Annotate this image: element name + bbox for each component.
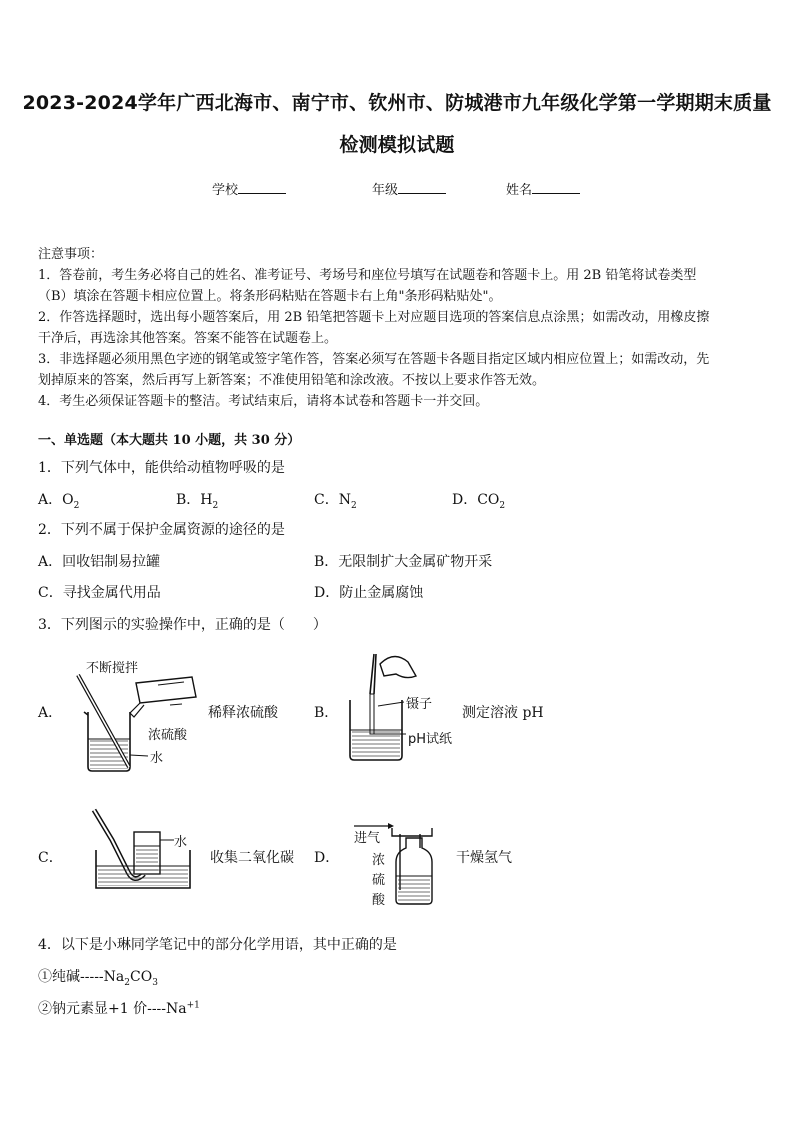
notes-line: 划掉原来的答案，然后再写上新答案；不准使用铅笔和涂改液。不按以上要求作答无效。	[38, 373, 546, 388]
notes	[38, 244, 762, 412]
school-blank[interactable]	[238, 181, 286, 194]
notes-line: （B）填涂在答题卡相应位置上。将条形码粘贴在答题卡右上角"条形码粘贴处"。	[38, 289, 502, 304]
q3-option-a[interactable]: A．	[38, 705, 63, 721]
grade-field[interactable]	[372, 180, 446, 201]
section-heading: 一、单选题（本大题共 10 小题，共 30 分）	[38, 433, 301, 448]
q1-option-a[interactable]: A．$O_2$	[38, 492, 80, 511]
hand-icon	[380, 656, 416, 677]
water-label-c: 水	[174, 835, 188, 850]
q3-option-c[interactable]: C．	[38, 850, 63, 866]
stir-label: 不断搅拌	[86, 661, 139, 676]
acid-char-2: 硫	[372, 873, 386, 888]
notes-line: 干净后，再选涂其他答案。答案不能答在试题卷上。	[38, 331, 338, 346]
notes-heading: 注意事项：	[38, 247, 104, 262]
notes-line: 2．作答选择题时，选出每小题答案后，用 2B 铅笔把答题卡上对应题目选项的答案信息点涂黑；如需改动，用橡皮擦	[38, 310, 710, 325]
page-subtitle: 检测模拟试题	[339, 134, 455, 156]
name-blank[interactable]	[532, 181, 580, 194]
gas-drying-diagram	[352, 818, 452, 914]
q4-stem: 4．以下是小琳同学笔记中的部分化学用语，其中正确的是	[38, 937, 397, 953]
acid-label: 浓硫酸	[148, 728, 188, 743]
q3-b-caption: 测定溶液 pH	[462, 705, 544, 721]
q1-option-d[interactable]: D．$CO_2$	[452, 492, 506, 511]
q4-item-2: ②钠元素显+1 价$----Na^{+1}$	[38, 1000, 200, 1017]
school-label: 学校	[212, 183, 239, 198]
notes-line: 3．非选择题必须用黑色字迹的钢笔或签字笔作答，答案必须写在答题卡各题目指定区域内相应位置上；如需改动，先	[38, 352, 710, 367]
q1-stem: 1．下列气体中，能供给动植物呼吸的是	[38, 460, 285, 476]
q3-option-d[interactable]: D．	[314, 850, 340, 866]
page-title: 2023-2024学年广西北海市、南宁市、钦州市、防城港市九年级化学第一学期期末质量	[22, 92, 772, 114]
inlet-label: 进气	[354, 831, 381, 846]
q2-option-c[interactable]: C．寻找金属代用品	[38, 585, 161, 601]
q1-option-c[interactable]: C．$N_2$	[314, 492, 357, 511]
q3-d-caption: 干燥氢气	[456, 850, 512, 866]
acid-char-1: 浓	[372, 853, 386, 868]
q3-option-b[interactable]: B．	[314, 705, 339, 721]
notes-line: 1．答卷前，考生务必将自己的姓名、准考证号、考场号和座位号填写在试题卷和答题卡上。用 2B 铅笔将试卷类型	[38, 268, 697, 283]
tweezers-label: 镊子	[406, 697, 433, 712]
q4-item-1: ①纯碱$-----Na_2CO_3$	[38, 969, 158, 988]
q2-stem: 2．下列不属于保护金属资源的途径的是	[38, 522, 285, 538]
notes-line: 4．考生必须保证答题卡的整洁。考试结束后，请将本试卷和答题卡一并交回。	[38, 394, 489, 409]
q3-c-caption: 收集二氧化碳	[210, 850, 294, 866]
water-label: 水	[150, 751, 164, 766]
ph-test-diagram	[340, 650, 460, 770]
co2-collection-diagram	[70, 800, 200, 900]
ph-paper-label: pH试纸	[408, 732, 453, 747]
grade-blank[interactable]	[398, 181, 446, 194]
q3-stem: 3．下列图示的实验操作中，正确的是（ ）	[38, 617, 327, 633]
grade-label: 年级	[372, 183, 399, 198]
name-field[interactable]	[506, 180, 580, 201]
q1-option-b[interactable]: B．$H_2$	[176, 492, 219, 511]
acid-char-3: 酸	[372, 893, 386, 908]
name-label: 姓名	[506, 183, 533, 198]
q2-option-d[interactable]: D．防止金属腐蚀	[314, 585, 424, 601]
school-field[interactable]	[212, 180, 286, 201]
q2-option-a[interactable]: A．回收铝制易拉罐	[38, 554, 161, 570]
q3-a-caption: 稀释浓硫酸	[208, 705, 278, 721]
q2-option-b[interactable]: B．无限制扩大金属矿物开采	[314, 554, 493, 570]
